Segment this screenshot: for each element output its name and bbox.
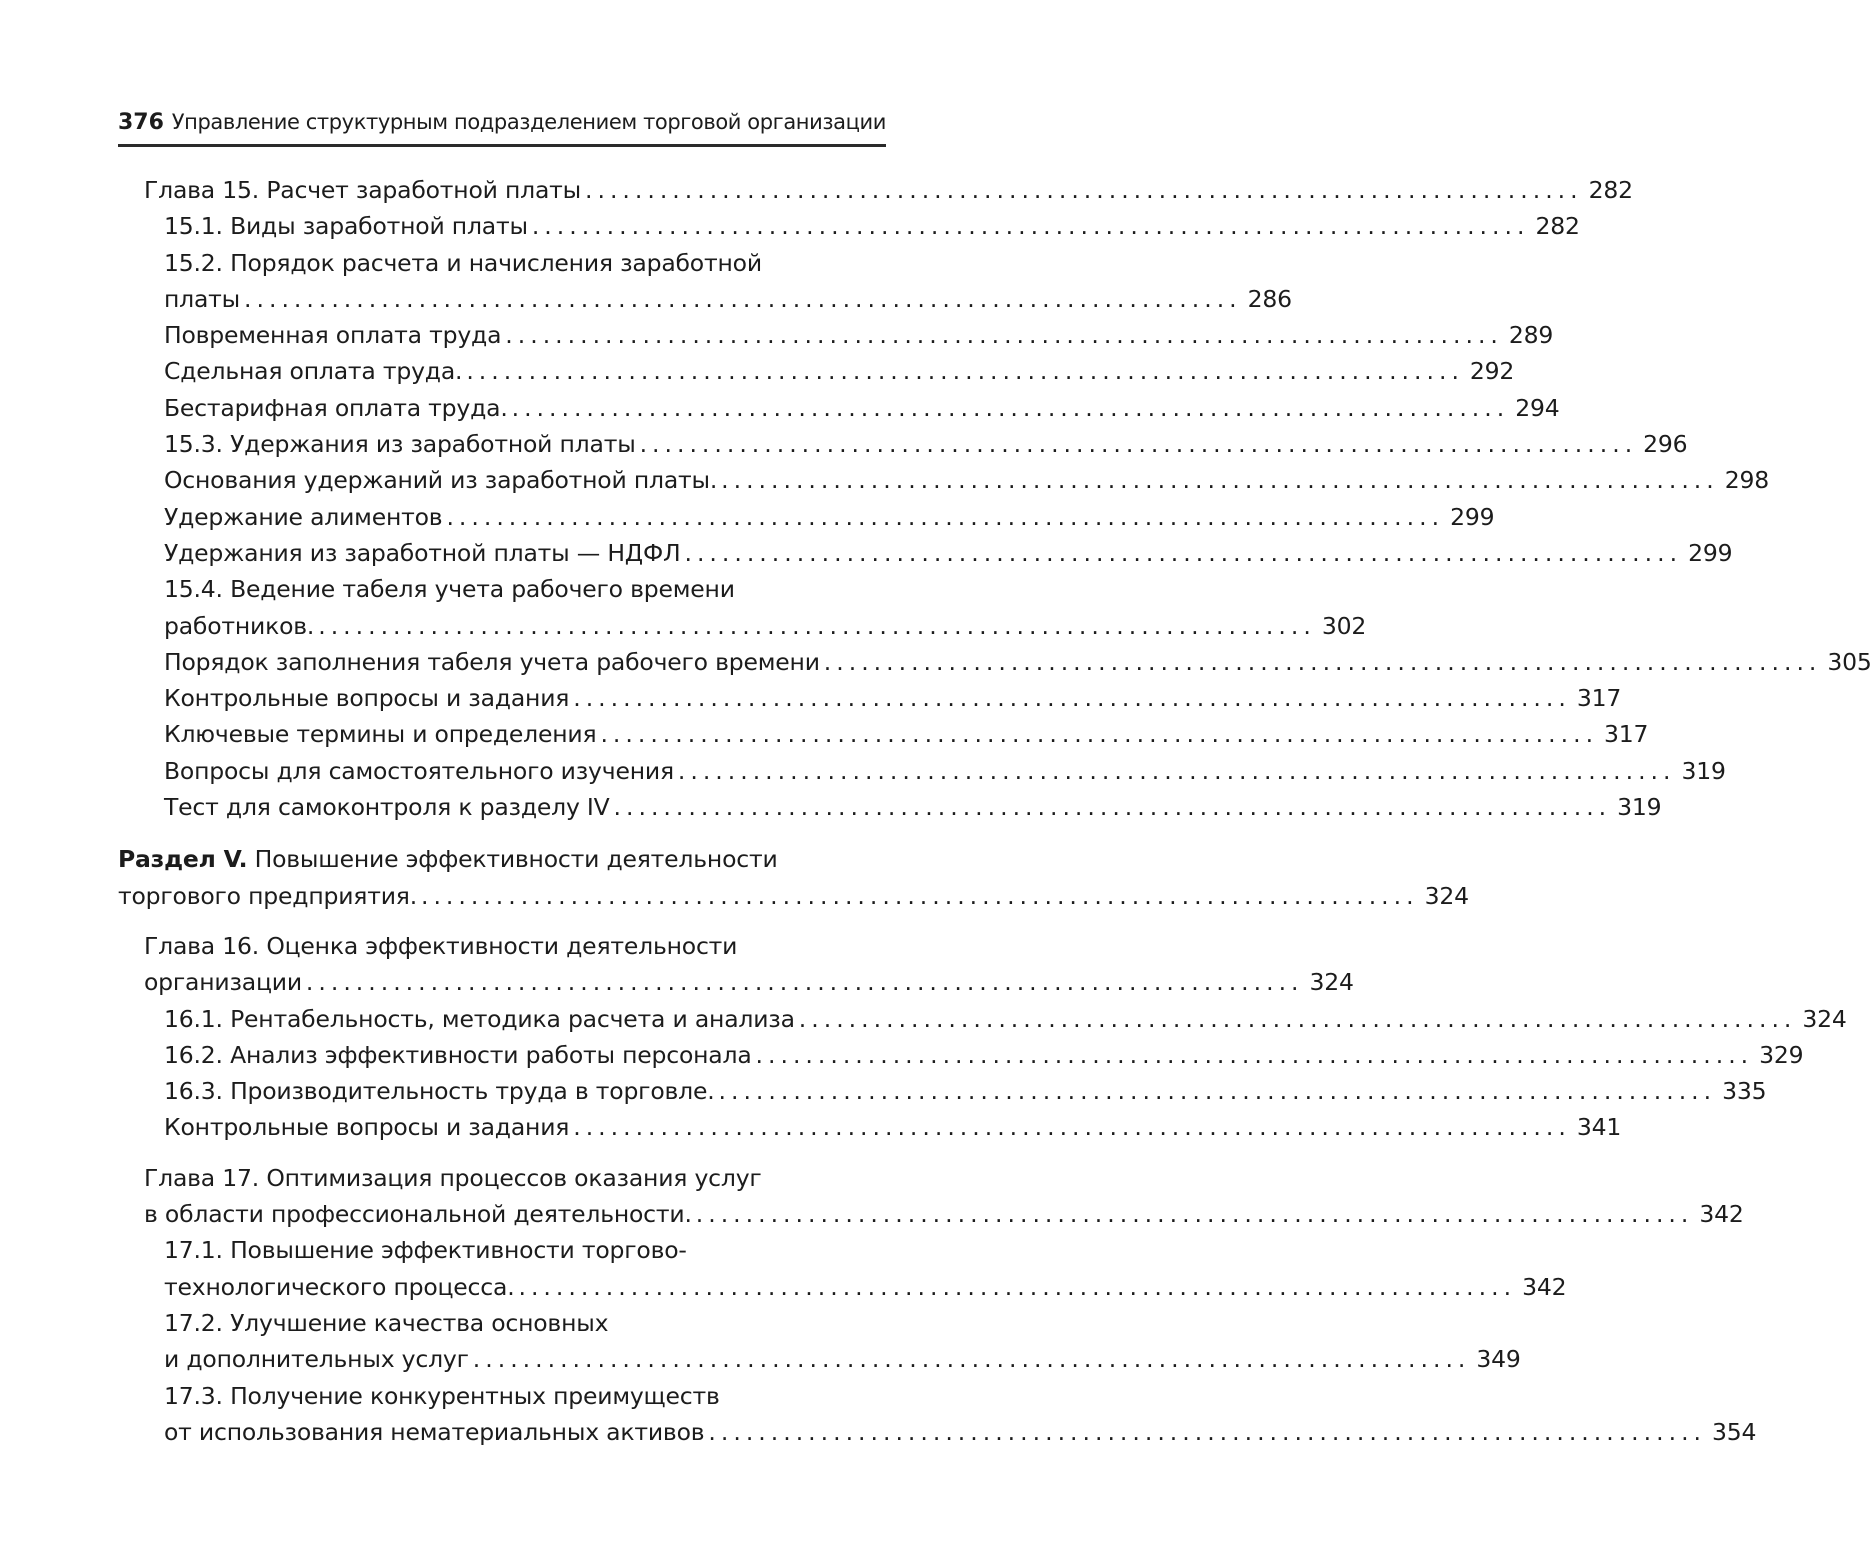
toc-entry <box>118 172 1633 208</box>
toc-entry <box>118 535 1733 571</box>
toc-page-number: 324 <box>1424 881 1469 910</box>
toc-entry-title: Глава 15. Расчет заработной платы <box>144 176 581 204</box>
running-header <box>118 110 886 147</box>
toc-page-number: 292 <box>1469 357 1515 386</box>
toc-page-number: 317 <box>1576 684 1622 713</box>
toc-entry <box>118 1160 1744 1233</box>
toc-page-number: 302 <box>1321 611 1367 640</box>
toc-entry <box>118 499 1495 535</box>
toc-entry <box>118 789 1662 825</box>
toc-entry <box>118 716 1649 752</box>
toc-entry <box>118 753 1726 789</box>
toc-page-number: 342 <box>1699 1200 1744 1229</box>
toc-entry-title: Удержание алиментов <box>164 502 443 531</box>
dot-leader: ................................................................................ <box>573 1113 1571 1142</box>
toc-entry-title-line1: 15.4. Ведение табеля учета рабочего времени <box>164 575 735 604</box>
toc-page-number: 296 <box>1643 430 1688 459</box>
toc-entry-title: Порядок заполнения табеля учета рабочего времени <box>164 647 820 676</box>
dot-leader: ................................................................................ <box>305 968 1304 997</box>
dot-leader: ................................................................................ <box>684 538 1683 567</box>
toc-page-number: 317 <box>1604 720 1649 749</box>
toc-entry-title-line1: 17.2. Улучшение качества основных <box>164 1308 609 1337</box>
dot-leader: ................................................................................ <box>718 1077 1717 1106</box>
dot-leader: ................................................................................ <box>613 793 1612 822</box>
toc-entry-title: от использования нематериальных активов <box>164 1417 705 1446</box>
toc-page-number: 299 <box>1688 538 1733 567</box>
dot-leader: ................................................................................ <box>531 212 1530 241</box>
dot-leader: ................................................................................ <box>585 176 1583 204</box>
dot-leader: ................................................................................ <box>472 1345 1471 1374</box>
toc-entry-title: 16.1. Рентабельность, методика расчета и анализа <box>164 1004 795 1033</box>
toc-entry-title: Ключевые термины и определения <box>164 720 597 749</box>
dot-leader: ................................................................................ <box>755 1040 1754 1069</box>
toc-page-number: 335 <box>1722 1077 1767 1106</box>
toc-page-number: 349 <box>1476 1345 1521 1374</box>
section-label: Раздел V. <box>118 845 248 874</box>
toc-entry-title: организации <box>144 968 302 997</box>
toc-entry-title: технологического процесса. <box>164 1272 515 1301</box>
toc-entry-title: Контрольные вопросы и задания <box>164 1113 570 1142</box>
toc-entry-title: торгового предприятия. <box>118 881 417 910</box>
toc-page-number: 282 <box>1535 212 1580 241</box>
toc-page-number: 289 <box>1508 321 1554 350</box>
table-of-contents <box>118 172 1872 1450</box>
toc-page-number: 305 <box>1827 647 1872 676</box>
dot-leader: ................................................................................ <box>511 393 1510 422</box>
dot-leader: ................................................................................ <box>518 1272 1517 1301</box>
dot-leader: ................................................................................ <box>466 357 1464 386</box>
toc-entry <box>118 462 1770 498</box>
dot-leader: ................................................................................ <box>708 1417 1707 1446</box>
toc-page-number: 329 <box>1759 1040 1804 1069</box>
toc-entry-title: работников. <box>164 611 315 640</box>
toc-entry-title-line1: 15.2. Порядок расчета и начисления заработной <box>164 248 762 277</box>
toc-entry-title: Вопросы для самостоятельного изучения <box>164 756 674 785</box>
toc-entry <box>118 1073 1767 1109</box>
toc-entry-title: 15.1. Виды заработной платы <box>164 212 528 241</box>
toc-page-number: 324 <box>1802 1004 1847 1033</box>
dot-leader: ................................................................................ <box>721 466 1719 495</box>
toc-page-number: 319 <box>1681 756 1726 785</box>
toc-entry <box>118 390 1560 426</box>
toc-page-number: 341 <box>1576 1113 1622 1142</box>
dot-leader: ................................................................................ <box>600 720 1599 749</box>
toc-page-number: 354 <box>1712 1417 1757 1446</box>
toc-page-number: 298 <box>1724 466 1770 495</box>
dot-leader: ................................................................................ <box>677 756 1676 785</box>
toc-page-number: 299 <box>1450 502 1495 531</box>
toc-entry-title: в области профессиональной деятельности. <box>144 1200 692 1229</box>
toc-entry-title-line1: Глава 17. Оптимизация процессов оказания услуг <box>144 1163 762 1192</box>
toc-page-number: 319 <box>1617 793 1662 822</box>
dot-leader: ................................................................................ <box>798 1004 1797 1033</box>
dot-leader: ................................................................................ <box>505 321 1503 350</box>
toc-entry <box>118 1305 1521 1378</box>
toc-entry <box>118 1232 1567 1305</box>
toc-entry-title: 16.3. Производительность труда в торговле. <box>164 1077 715 1106</box>
toc-entry <box>118 426 1688 462</box>
toc-page-number: 286 <box>1247 284 1292 313</box>
toc-entry-title: Тест для самоконтроля к разделу IV <box>164 793 610 822</box>
toc-entry <box>118 1001 1847 1037</box>
toc-entry-title-line1: 17.3. Получение конкурентных преимуществ <box>164 1381 720 1410</box>
toc-entry <box>118 644 1872 680</box>
toc-page-number: 294 <box>1515 393 1560 422</box>
dot-leader: ................................................................................ <box>823 647 1822 676</box>
toc-entry <box>118 353 1515 389</box>
dot-leader: ................................................................................ <box>318 611 1316 640</box>
toc-page-number: 282 <box>1588 176 1633 204</box>
dot-leader: ................................................................................ <box>446 502 1445 531</box>
toc-entry <box>118 1037 1804 1073</box>
toc-entry <box>118 208 1580 244</box>
dot-leader: ................................................................................ <box>420 881 1419 910</box>
toc-page-number: 342 <box>1522 1272 1567 1301</box>
toc-entry <box>118 1109 1622 1145</box>
toc-entry-title: Основания удержаний из заработной платы. <box>164 466 718 495</box>
dot-leader: ................................................................................ <box>573 684 1571 713</box>
toc-entry-title: Повременная оплата труда <box>164 321 502 350</box>
toc-entry <box>118 571 1367 644</box>
toc-entry <box>118 245 1292 318</box>
toc-entry <box>118 680 1622 716</box>
toc-entry-title: и дополнительных услуг <box>164 1345 469 1374</box>
toc-entry-title: Контрольные вопросы и задания <box>164 684 570 713</box>
toc-entry-title: Удержания из заработной платы — НДФЛ <box>164 538 681 567</box>
running-title: Управление структурным подразделением торговой организации <box>171 110 886 134</box>
toc-entry-title-line1: 17.1. Повышение эффективности торгово- <box>164 1236 687 1265</box>
page-number: 376 <box>118 110 164 135</box>
toc-entry <box>118 928 1354 1001</box>
toc-entry-title: 15.3. Удержания из заработной платы <box>164 430 636 459</box>
toc-entry <box>118 1378 1757 1451</box>
toc-entry-title: платы <box>164 284 241 313</box>
toc-entry-title-line1: Повышение эффективности деятельности <box>254 845 778 874</box>
toc-entry-title: Бестарифная оплата труда. <box>164 393 508 422</box>
toc-entry-title: Сдельная оплата труда. <box>164 357 463 386</box>
toc-entry <box>118 841 1469 914</box>
dot-leader: ................................................................................ <box>695 1200 1694 1229</box>
toc-entry-title: 16.2. Анализ эффективности работы персонала <box>164 1040 752 1069</box>
toc-entry-title-line1: Глава 16. Оценка эффективности деятельности <box>144 931 738 960</box>
toc-page-number: 324 <box>1309 968 1354 997</box>
toc-entry <box>118 317 1554 353</box>
dot-leader: ................................................................................ <box>244 284 1242 313</box>
dot-leader: ................................................................................ <box>639 430 1638 459</box>
